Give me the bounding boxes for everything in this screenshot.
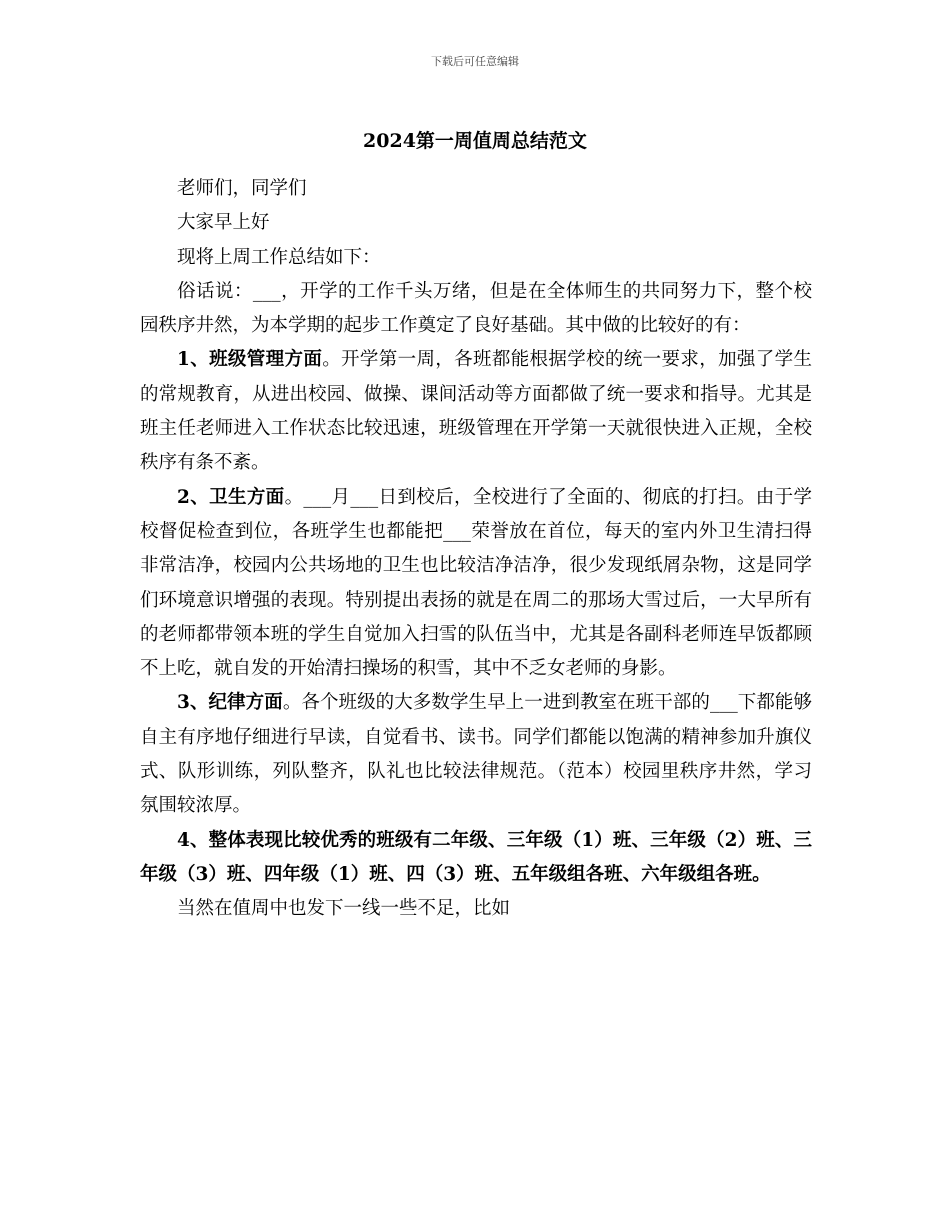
item-2-text: 。___月___日到校后，全校进行了全面的、彻底的打扫。由于学校督促检查到位，各班学生也都能把___荣誉放在首位，每天的室内外卫生清扫得非常洁净，校园内公共场地的卫生也比较洁净洁净，很少发现纸屑杂物，这是同学们环境意识增强的表现。特别提出表扬的就是在周二的那场大雪过后，一大早所有的老师都带领本班的学生自觉加入扫雪的队伍当中，尤其是各副科老师连早饭都顾不上吃，就自发的开始清扫操场的积雪，其中不乏女老师的身影。	[140, 486, 812, 680]
item-3-text: 。各个班级的大多数学生早上一进到教室在班干部的___下都能够自主有序地仔细进行早读，自觉看书、读书。同学们都能以饱满的精神参加升旗仪式、队形训练，列队整齐，队礼也比较法律规范。（范本）校园里秩序井然，学习氛围较浓厚。	[140, 692, 812, 817]
document-title: 2024第一周值周总结范文	[363, 130, 587, 152]
document-body	[140, 172, 812, 927]
header-note: 下载后可任意编辑	[431, 55, 519, 68]
item-2-paragraph	[140, 481, 812, 687]
item-3-heading: 3、纪律方面	[177, 692, 283, 714]
closing-line: 当然在值周中也发下一线一些不足，比如	[177, 898, 511, 920]
item-3-paragraph	[140, 686, 812, 823]
intro-line: 现将上周工作总结如下：	[177, 246, 381, 268]
greeting-line-2: 大家早上好	[177, 212, 270, 234]
item-2-heading: 2、卫生方面	[177, 486, 285, 508]
item-4-paragraph: 4、整体表现比较优秀的班级有二年级、三年级（1）班、三年级（2）班、三年级（3）班、四年级（1）班、四（3）班、五年级组各班、六年级组各班。	[140, 829, 812, 885]
greeting-line-1: 老师们，同学们	[177, 178, 307, 199]
item-1-text: 。开学第一周，各班都能根据学校的统一要求，加强了学生的常规教育，从进出校园、做操、课间活动等方面都做了统一要求和指导。尤其是班主任老师进入工作状态比较迅速，班级管理在开学第一天就很快进入正规，全校秩序有条不紊。	[140, 349, 812, 474]
item-1-heading: 1、班级管理方面	[177, 349, 323, 371]
opening-paragraph: 俗话说：___，开学的工作千头万绪，但是在全体师生的共同努力下，整个校园秩序井然，为本学期的起步工作奠定了良好基础。其中做的比较好的有：	[140, 280, 812, 337]
item-1-paragraph	[140, 343, 812, 480]
